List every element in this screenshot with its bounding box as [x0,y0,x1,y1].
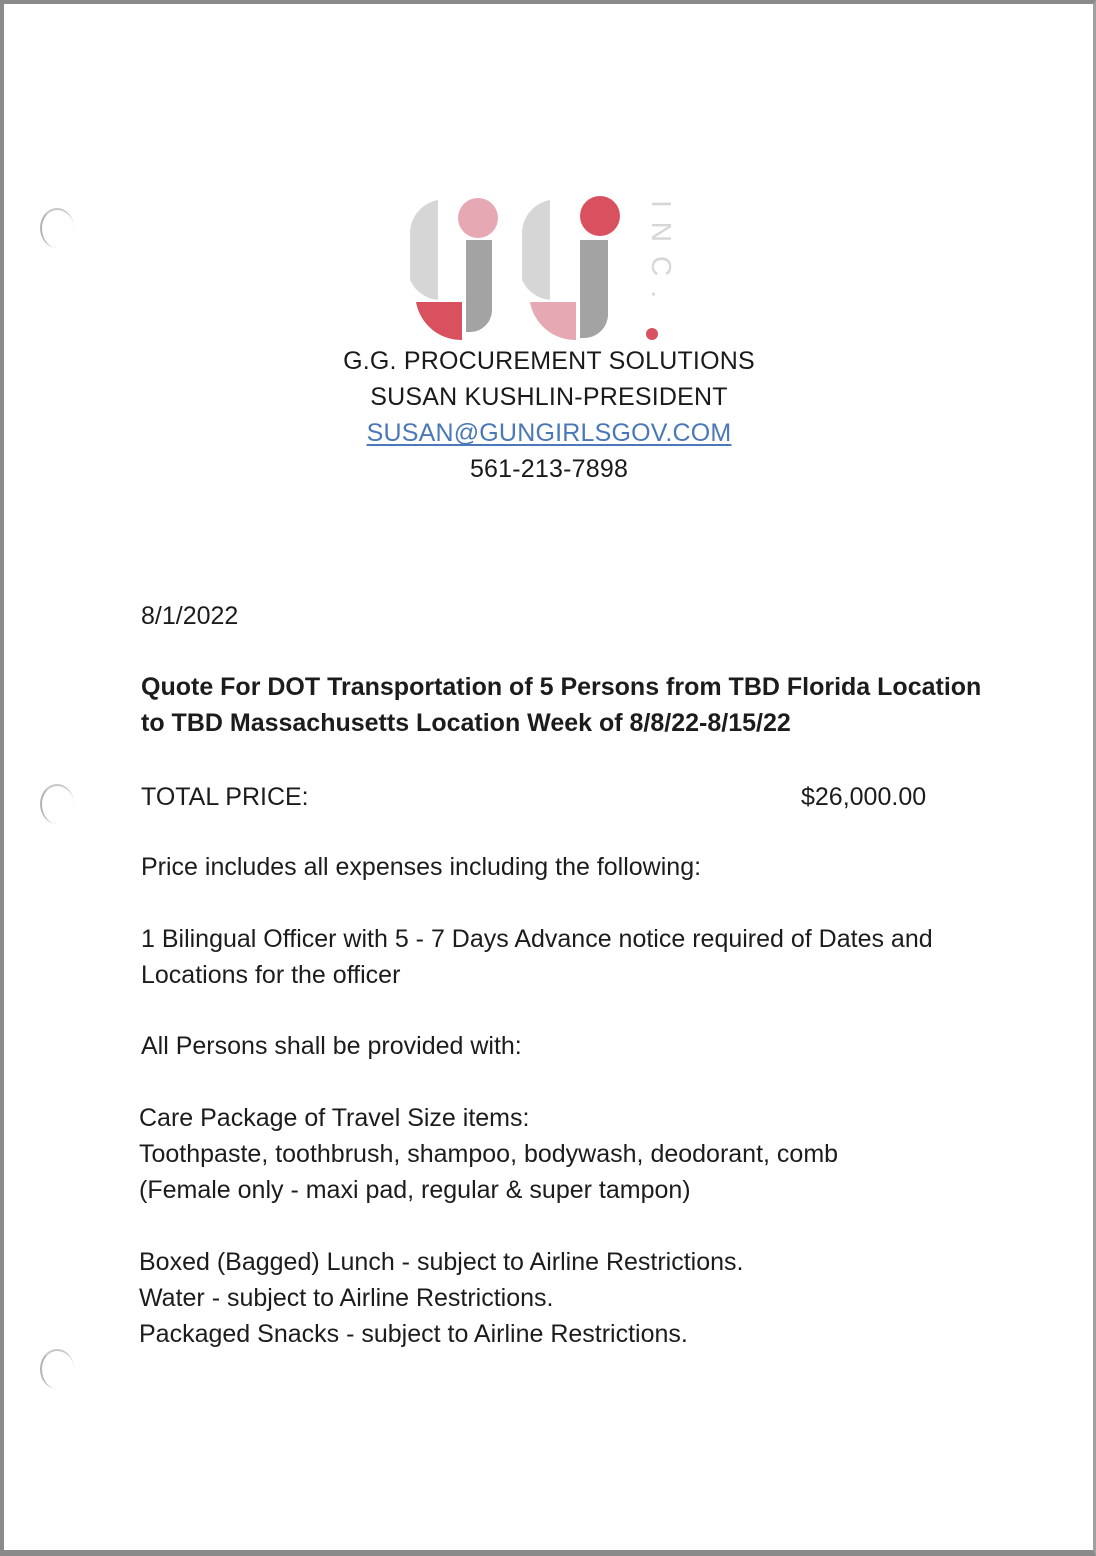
quote-title: Quote For DOT Transportation of 5 Persons from TBD Florida Location to TBD Massachusetts Location Week of 8/8/22-8/15/22 [141,673,982,737]
provision-item: Boxed (Bagged) Lunch - subject to Airline Restrictions. [139,1248,744,1276]
logo-shape [580,240,608,338]
total-price-label: TOTAL PRICE: [141,783,309,811]
logo-dot [646,328,658,340]
company-name: G.G. PROCUREMENT SOLUTIONS [343,347,755,375]
document-date: 8/1/2022 [141,602,239,630]
logo-shape [530,302,576,340]
includes-statement: Price includes all expenses including the following: [141,853,702,881]
persons-statement: All Persons shall be provided with: [141,1032,522,1060]
care-package-item: Toothpaste, toothbrush, shampoo, bodywash, deodorant, comb [139,1140,839,1168]
logo-shape [522,200,550,300]
logo-shape [466,240,492,332]
logo-shape [410,200,438,300]
punch-hole-mark [40,784,74,824]
logo-inc-text: INC. [646,200,677,312]
email-link-wrapper [4,419,1094,448]
care-package-item: Care Package of Travel Size items: [139,1104,530,1132]
logo-shape [416,302,462,340]
total-price-value: $26,000.00 [801,783,927,811]
provision-item: Packaged Snacks - subject to Airline Restrictions. [139,1320,688,1348]
provision-item: Water - subject to Airline Restrictions. [139,1284,554,1312]
punch-hole-mark [40,208,74,248]
provisions-list [139,1244,743,1352]
care-package-list [139,1100,838,1208]
care-package-item: (Female only - maxi pad, regular & super tampon) [139,1176,691,1204]
punch-hole-mark [40,1349,74,1389]
email-link[interactable]: SUSAN@GUNGIRLSGOV.COM [366,419,732,447]
phone-number: 561-213-7898 [469,455,629,483]
logo-dot [580,196,620,236]
logo-dot [458,198,498,238]
officer-requirement: 1 Bilingual Officer with 5 - 7 Days Advance notice required of Dates and Locations for the officer [141,925,933,989]
president-name: SUSAN KUSHLIN-PRESIDENT [370,383,728,411]
company-logo [400,192,700,352]
